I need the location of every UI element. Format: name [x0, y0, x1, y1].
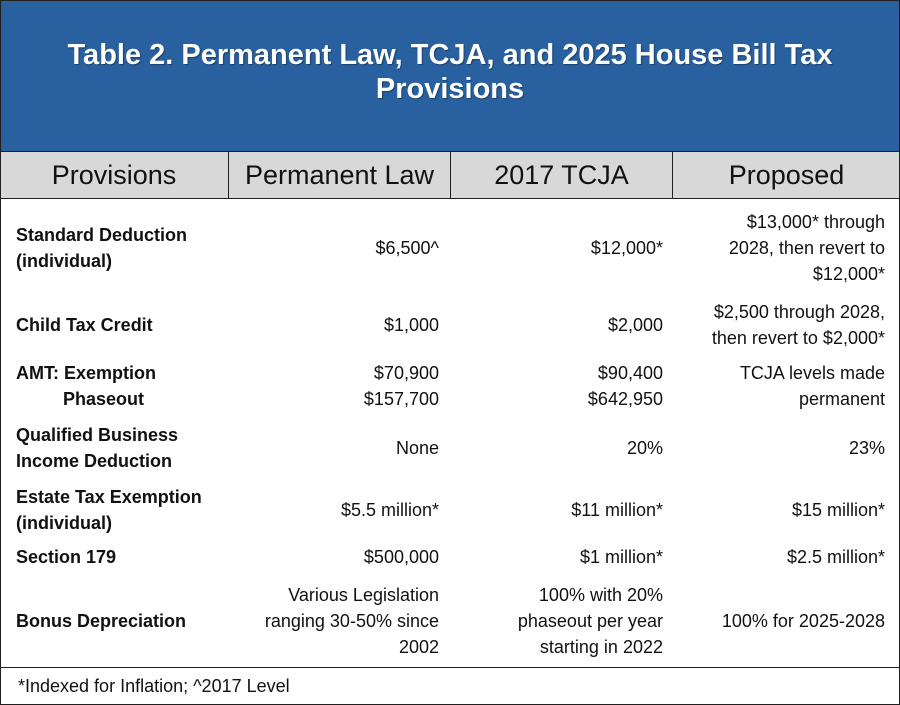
provision-cell: AMT: Exemption Phaseout [16, 363, 157, 409]
title-band [1, 1, 899, 151]
provision-cell: Child Tax Credit [16, 315, 153, 335]
permanent-law-cell: Various Legislation ranging 30-50% since 2002 [264, 585, 439, 657]
permanent-law-cell: $1,000 [383, 315, 439, 335]
table-row [1, 579, 899, 663]
provision-cell: Qualified Business Income Deduction [16, 425, 179, 471]
table-row [1, 542, 899, 572]
permanent-law-cell: $70,900 $157,700 [363, 363, 439, 409]
tcja-cell: $90,400 $642,950 [587, 363, 663, 409]
table-row [1, 482, 899, 538]
permanent-law-cell: None [395, 438, 439, 458]
proposed-cell: $13,000* through 2028, then revert to $12,000* [728, 212, 885, 284]
proposed-cell: TCJA levels made permanent [739, 363, 885, 409]
table-title: Table 2. Permanent Law, TCJA, and 2025 House Bill Tax Provisions [67, 39, 833, 105]
tcja-cell: $1 million* [579, 547, 663, 567]
proposed-cell: 100% for 2025-2028 [721, 611, 885, 631]
table-row [1, 358, 899, 414]
proposed-cell: 23% [848, 438, 885, 458]
header-2017-tcja: 2017 TCJA [450, 152, 672, 198]
header-row [1, 151, 899, 199]
tcja-cell: $11 million* [571, 500, 663, 520]
table-row [1, 420, 899, 476]
provision-cell: Section 179 [16, 547, 117, 567]
header-provisions: Provisions [51, 159, 177, 190]
tcja-cell: 20% [626, 438, 663, 458]
proposed-cell: $15 million* [791, 500, 885, 520]
table-row [1, 297, 899, 353]
header-proposed: Proposed [672, 152, 900, 198]
permanent-law-cell: $6,500^ [375, 238, 439, 258]
provision-cell: Estate Tax Exemption (individual) [16, 487, 202, 533]
header-permanent-law: Permanent Law [228, 152, 450, 198]
provision-cell: Bonus Depreciation [16, 611, 187, 631]
tcja-cell: $12,000* [590, 238, 663, 258]
permanent-law-cell: $5.5 million* [340, 500, 439, 520]
tcja-cell: 100% with 20% phaseout per year starting in 2022 [517, 585, 663, 657]
footnote: *Indexed for Inflation; ^2017 Level [18, 676, 290, 696]
provision-cell: Standard Deduction (individual) [16, 225, 188, 271]
proposed-cell: $2.5 million* [786, 547, 885, 567]
tcja-cell: $2,000 [607, 315, 663, 335]
table-row [1, 206, 899, 290]
footnote-row [1, 667, 899, 705]
proposed-cell: $2,500 through 2028, then revert to $2,000* [711, 302, 885, 348]
permanent-law-cell: $500,000 [363, 547, 439, 567]
